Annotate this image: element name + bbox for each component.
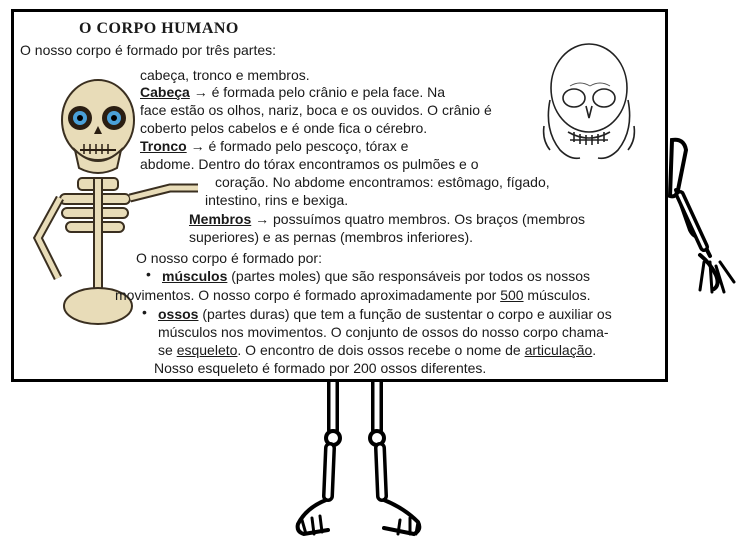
- articulacao-term: articulação: [524, 342, 593, 358]
- cabeca-line-2: face estão os olhos, nariz, boca e os ouvidos. O crânio é: [140, 102, 492, 118]
- membros-text-1: possuímos quatro membros. Os braços (membros: [269, 211, 586, 227]
- tronco-line-1: [140, 138, 408, 155]
- ossos-line-1: [158, 306, 612, 323]
- musculos-text-2b: músculos.: [523, 287, 591, 303]
- intro-text: O nosso corpo é formado por três partes:: [20, 42, 277, 58]
- ossos-text-3b: . O encontro de dois ossos recebe o nome de: [237, 342, 525, 358]
- cabeca-text-1: é formada pelo crânio e pela face. Na: [207, 84, 446, 100]
- musculos-line-2: [115, 287, 590, 304]
- membros-term: Membros: [189, 211, 252, 227]
- musculos-text-1: (partes moles) que são responsáveis por todos os nossos: [227, 268, 590, 284]
- musculos-text-2a: movimentos. O nosso corpo é formado aproximadamente por: [115, 287, 501, 303]
- tronco-term: Tronco: [140, 138, 187, 154]
- parts-text: cabeça, tronco e membros.: [140, 67, 310, 83]
- skull-drawing: [540, 40, 638, 170]
- musculos-term: músculos: [162, 268, 228, 284]
- arrow-symbol: →: [255, 211, 270, 227]
- bullet-dot: •: [142, 304, 147, 320]
- tronco-line-3: coração. No abdome encontramos: estômago, fígado,: [215, 174, 550, 190]
- formado-por-text: O nosso corpo é formado por:: [136, 250, 322, 266]
- cabeca-term: Cabeça: [140, 84, 190, 100]
- ossos-text-1: (partes duras) que tem a função de sustentar o corpo e auxiliar os: [198, 306, 612, 322]
- bullet-dot: •: [146, 266, 151, 282]
- ossos-line-3: [158, 342, 596, 359]
- membros-line-2: superiores) e as pernas (membros inferiores).: [189, 229, 473, 245]
- tronco-line-2: abdome. Dentro do tórax encontramos os pulmões e o: [140, 156, 479, 172]
- cabeca-line-3: coberto pelos cabelos e é onde fica o cérebro.: [140, 120, 428, 136]
- membros-line-1: [189, 211, 585, 228]
- arrow-symbol: →: [190, 138, 205, 154]
- musculos-number: 500: [500, 287, 524, 303]
- tronco-line-4: intestino, rins e bexiga.: [205, 192, 349, 208]
- arrow-symbol: →: [193, 84, 208, 100]
- ossos-line-4: Nosso esqueleto é formado por 200 ossos diferentes.: [154, 360, 487, 376]
- right-arm-bones: [670, 140, 734, 292]
- ossos-text-3c: .: [592, 342, 597, 358]
- cabeca-line-1: [140, 84, 445, 101]
- ossos-line-2: músculos nos movimentos. O conjunto de ossos do nosso corpo chama-: [158, 324, 609, 340]
- page-title: O CORPO HUMANO: [79, 20, 239, 37]
- ossos-text-3a: se: [158, 342, 177, 358]
- esqueleto-term: esqueleto: [176, 342, 238, 358]
- leg-bones: [298, 382, 420, 534]
- musculos-line-1: [162, 268, 590, 285]
- tronco-text-1: é formado pelo pescoço, tórax e: [204, 138, 409, 154]
- ossos-term: ossos: [158, 306, 199, 322]
